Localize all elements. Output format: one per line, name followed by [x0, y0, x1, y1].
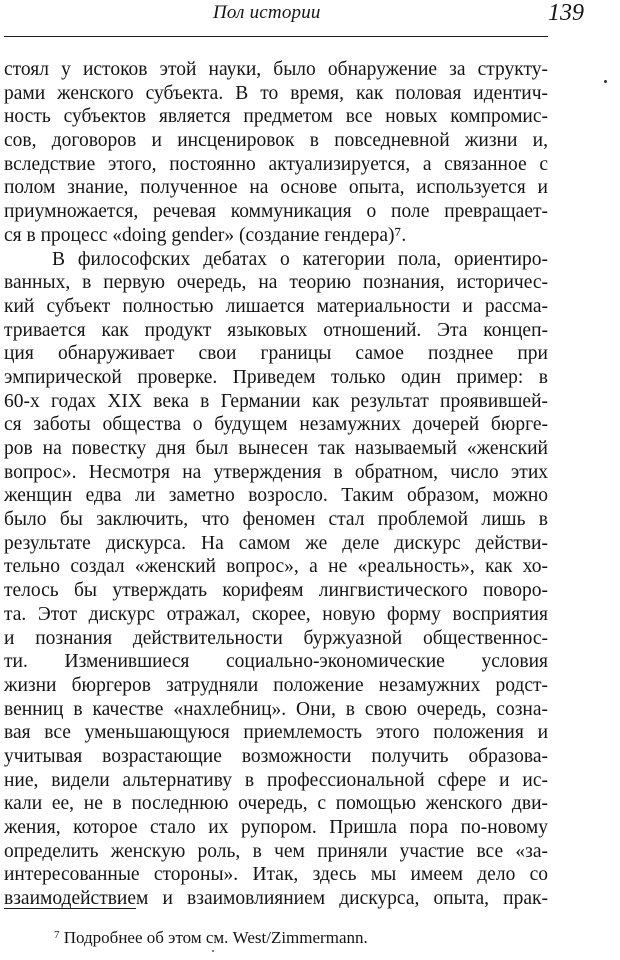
- text-line: телось бы утверждать корифеям лингвистического поворо-: [4, 580, 548, 602]
- running-head: [0, 0, 620, 40]
- footnote: [54, 924, 368, 949]
- text-line: ние, видели альтернативу в профессиональной сфере и ис-: [4, 769, 548, 791]
- text-line: венниц в качестве «нахлебниц». Они, в свою очередь, созна-: [4, 698, 548, 720]
- text-line: вопрос». Несмотря на утверждения в обратном, число этих: [4, 461, 548, 483]
- text-line: эмпирической проверке. Приведем только один пример: в: [4, 366, 548, 388]
- scan-speck: [212, 950, 214, 952]
- text-line: В философских дебатах о категории пола, ориентиро-: [52, 248, 548, 270]
- text-line: ность субъектов является предметом все новых компромис-: [4, 106, 548, 128]
- page-number: 139: [548, 0, 584, 26]
- text-line: интересованные стороны». Итак, здесь мы имеем дело со: [4, 864, 548, 886]
- text-line: полом знание, полученное на основе опыта, используется и: [4, 177, 548, 199]
- text-line: вая все уменьшающуюся приемлемость этого положения и: [4, 722, 548, 744]
- text-line: ся в процесс «doing gender» (создание гендера)⁷.: [4, 224, 407, 246]
- running-title: Пол истории: [213, 2, 321, 23]
- footnote-text: Подробнее об этом см. West/Zimmermann.: [63, 928, 368, 947]
- text-line: женщин едва ли заметно возросло. Таким образом, можно: [4, 485, 548, 507]
- text-line: ся заботы общества о будущем незамужних дочерей бюрге-: [4, 414, 548, 436]
- text-line: кий субъект полностью лишается материальности и рассма-: [4, 295, 548, 317]
- text-line: вследствие этого, постоянно актуализируется, а связанное с: [4, 153, 548, 175]
- scan-speck: [604, 80, 607, 83]
- text-line: рами женского субъекта. В то время, как половая идентич-: [4, 82, 548, 104]
- text-line: кали ее, не в последнюю очередь, с помощью женского дви-: [4, 793, 548, 815]
- text-line: учитывая возрастающие возможности получить образова-: [4, 745, 548, 767]
- text-line: 60-х годах XIX века в Германии как результат проявившей-: [4, 390, 548, 412]
- body-text: [4, 58, 548, 911]
- text-line: тривается как продукт языковых отношений. Эта концеп-: [4, 319, 548, 341]
- text-line: определить женскую роль, в чем приняли участие все «за-: [4, 840, 548, 862]
- text-line: и познания действительности буржуазной общественнос-: [4, 627, 548, 649]
- text-line: та. Этот дискурс отражал, скорее, новую форму восприятия: [4, 603, 548, 625]
- text-line: было бы заключить, что феномен стал проблемой лишь в: [4, 509, 548, 531]
- text-line: взаимодействием и взаимовлиянием дискурса, опыта, прак-: [4, 888, 548, 910]
- text-line: сов, договоров и инсценировок в повседневной жизни и,: [4, 130, 548, 152]
- text-line: стоял у истоков этой науки, было обнаружение за структу-: [4, 59, 548, 80]
- footnote-marker: 7: [54, 929, 60, 941]
- text-line: жения, которое стало их рупором. Пришла пора по-новому: [4, 817, 548, 838]
- text-line: ров на повестку дня был вынесен так называемый «женский: [4, 438, 548, 459]
- text-line: жизни бюргеров затрудняли положение незамужних родст-: [4, 674, 548, 696]
- header-rule: [4, 36, 548, 37]
- text-line: ция обнаруживает свои границы самое позднее при: [4, 343, 548, 365]
- footnote-rule: [4, 908, 136, 909]
- text-line: результате дискурса. На самом же деле дискурс действи-: [4, 532, 548, 554]
- text-line: ти. Изменившиеся социально-экономические условия: [4, 651, 548, 673]
- text-line: ванных, в первую очередь, на теорию познания, историчес-: [4, 272, 548, 294]
- text-line: приумножается, речевая коммуникация о поле превращает-: [4, 201, 548, 223]
- text-line: тельно создал «женский вопрос», а не «реальность», как хо-: [4, 556, 548, 578]
